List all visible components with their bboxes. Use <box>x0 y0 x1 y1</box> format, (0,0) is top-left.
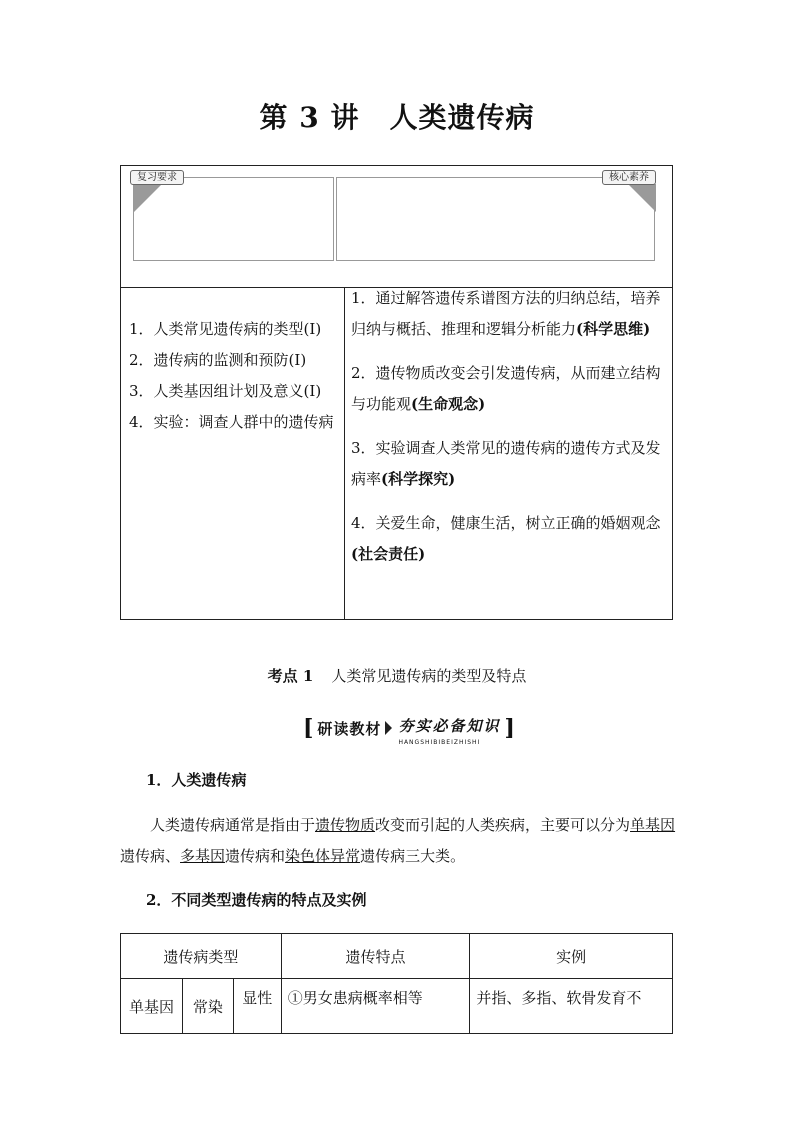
section-2-heading: 2．不同类型遗传病的特点及实例 <box>146 891 367 909</box>
exam-point-title: 人类常见遗传病的类型及特点 <box>331 667 527 685</box>
objectives-box <box>120 165 673 620</box>
section-1-paragraph: 人类遗传病通常是指由于遗传物质改变而引起的人类疾病，主要可以分为单基因遗传病、多基因遗传病和染色体异常遗传病三大类。 <box>120 816 676 865</box>
literacy-item: 2．遗传物质改变会引发遗传病，从而建立结构与功能观(生命观念) <box>351 364 661 413</box>
requirement-item: 3．人类基因组计划及意义(Ⅰ) <box>129 382 322 400</box>
arrow-right-icon <box>385 721 392 735</box>
exam-point-heading <box>0 665 794 686</box>
table-header-row <box>121 934 673 979</box>
table-header: 遗传病类型 <box>121 934 282 979</box>
literacy-tag: 核心素养 <box>602 170 656 185</box>
disease-types-table <box>120 933 673 1034</box>
table-cell: 并指、多指、软骨发育不 <box>470 979 673 1034</box>
table-cell: 显性 <box>233 979 281 1034</box>
badge-label-a: 研读教材 <box>317 719 382 738</box>
badge-label-b: 夯实必备知识 HANGSHIBIBEIZHISHI <box>398 716 501 746</box>
section-badge: [ 研读教材 夯实必备知识 HANGSHIBIBEIZHISHI ] <box>303 715 515 746</box>
table-cell: 单基因 <box>121 979 183 1034</box>
requirement-item: 2．遗传病的监测和预防(Ⅰ) <box>129 351 307 369</box>
literacy-item: 4．关爱生命，健康生活，树立正确的婚姻观念(社会责任) <box>351 514 661 563</box>
requirement-item: 1．人类常见遗传病的类型(Ⅰ) <box>129 320 322 338</box>
lecture-topic: 人类遗传病 <box>389 101 535 134</box>
table-header: 遗传特点 <box>281 934 470 979</box>
exam-point-label: 考点 1 <box>267 667 314 685</box>
badge-pinyin: HANGSHIBIBEIZHISHI <box>398 738 481 746</box>
table-header: 实例 <box>470 934 673 979</box>
table-cell: ①男女患病概率相等 <box>281 979 470 1034</box>
table-row <box>121 979 673 1034</box>
literacy-panel <box>336 177 655 261</box>
corner-ribbon-icon <box>134 184 162 212</box>
requirements-panel <box>133 177 334 261</box>
literacy-item: 1．通过解答遗传系谱图方法的归纳总结，培养归纳与概括、推理和逻辑分析能力(科学思维) <box>351 289 661 338</box>
corner-ribbon-icon <box>628 184 656 212</box>
requirements-list <box>129 314 334 438</box>
section-1-heading: 1．人类遗传病 <box>146 771 247 789</box>
requirements-tag: 复习要求 <box>130 170 184 185</box>
literacy-list <box>351 283 669 583</box>
column-divider <box>344 287 345 620</box>
requirement-item: 4．实验：调查人群中的遗传病 <box>129 413 334 431</box>
objectives-banner <box>121 166 672 288</box>
literacy-item: 3．实验调查人类常见的遗传病的遗传方式及发病率(科学探究) <box>351 439 661 488</box>
lecture-number: 第 3 讲 <box>259 101 360 134</box>
table-cell: 常染 <box>182 979 233 1034</box>
page-title <box>0 96 794 136</box>
